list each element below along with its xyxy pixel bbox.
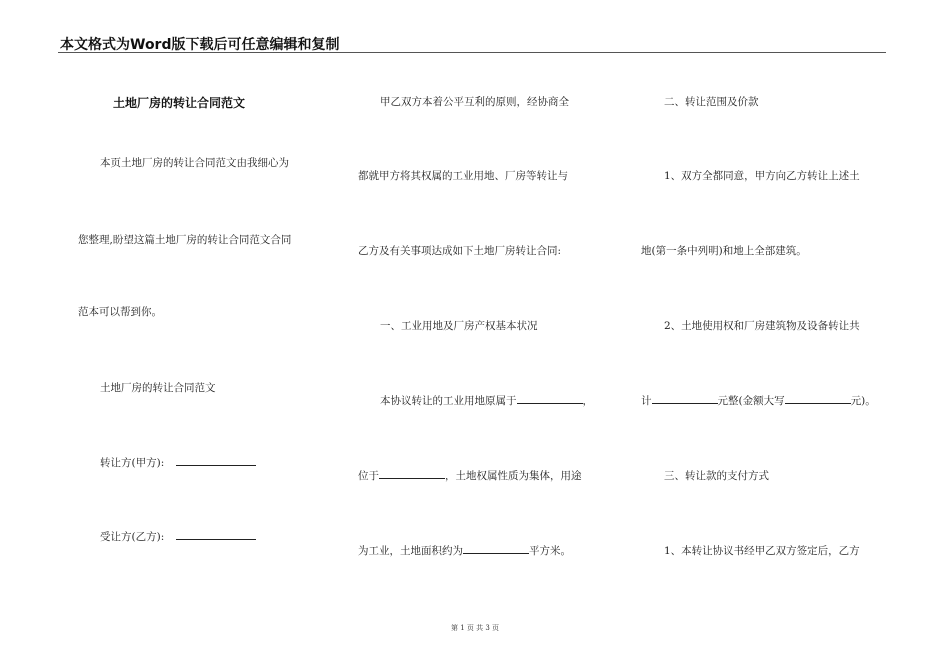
intro-line-2: 您整理,盼望这篇土地厂房的转让合同范文合同: [78, 234, 292, 246]
party-a-label: 转让方(甲方):: [100, 457, 165, 469]
section-3-heading: 三、转让款的支付方式: [664, 470, 769, 482]
header-rule: [58, 52, 886, 53]
contract-subtitle: 土地厂房的转让合同范文: [100, 382, 216, 394]
land-area-blank: [463, 543, 529, 554]
party-b-blank: [176, 529, 256, 540]
land-owner-blank: [517, 393, 583, 404]
price-line-2-mid: 元整(金额大写: [717, 395, 785, 407]
land-location-blank: [379, 468, 445, 479]
price-line-2-text: 计: [641, 395, 652, 407]
land-line-3-text: 为工业，土地面积约为: [358, 545, 463, 557]
payment-line-1: 1、本转让协议书经甲乙双方签定后，乙方: [664, 545, 860, 557]
scope-line-1: 1、双方全都同意，甲方向乙方转让上述土: [664, 170, 860, 182]
land-line-3: [358, 543, 571, 558]
intro-line-1: 本页土地厂房的转让合同范文由我细心为: [100, 157, 289, 169]
doc-title: 土地厂房的转让合同范文: [113, 96, 246, 110]
price-amount-blank: [652, 393, 718, 404]
preamble-line-3: 乙方及有关事项达成如下土地厂房转让合同:: [358, 245, 562, 257]
land-line-1-end: ，: [582, 395, 593, 407]
land-line-1: [380, 393, 593, 408]
preamble-line-2: 都就甲方将其权属的工业用地、厂房等转让与: [358, 170, 568, 182]
land-line-3-end: 平方米。: [529, 545, 571, 557]
land-line-1-text: 本协议转让的工业用地原属于: [380, 395, 517, 407]
section-2-heading: 二、转让范围及价款: [664, 96, 759, 108]
scope-line-2: 地(第一条中列明)和地上全部建筑。: [641, 245, 807, 257]
land-line-2: [358, 468, 582, 483]
price-line-1: 2、土地使用权和厂房建筑物及设备转让共: [664, 320, 860, 332]
price-words-blank: [785, 393, 851, 404]
price-line-2-end: 元)。: [850, 395, 876, 407]
section-1-heading: 一、工业用地及厂房产权基本状况: [380, 320, 538, 332]
page-number: 第 1 页 共 3 页: [450, 624, 500, 632]
party-a-line: [100, 455, 256, 470]
party-b-line: [100, 529, 256, 544]
land-line-2-end: ，土地权属性质为集体，用途: [445, 470, 582, 482]
land-line-2-text: 位于: [358, 470, 379, 482]
party-a-blank: [176, 455, 256, 466]
price-line-2: [641, 393, 876, 408]
intro-line-3: 范本可以帮到你。: [78, 306, 162, 318]
party-b-label: 受让方(乙方):: [100, 531, 165, 543]
document-header: 本文格式为Word版下载后可任意编辑和复制: [60, 37, 340, 53]
preamble-line-1: 甲乙双方本着公平互利的原则，经协商全: [380, 96, 569, 108]
